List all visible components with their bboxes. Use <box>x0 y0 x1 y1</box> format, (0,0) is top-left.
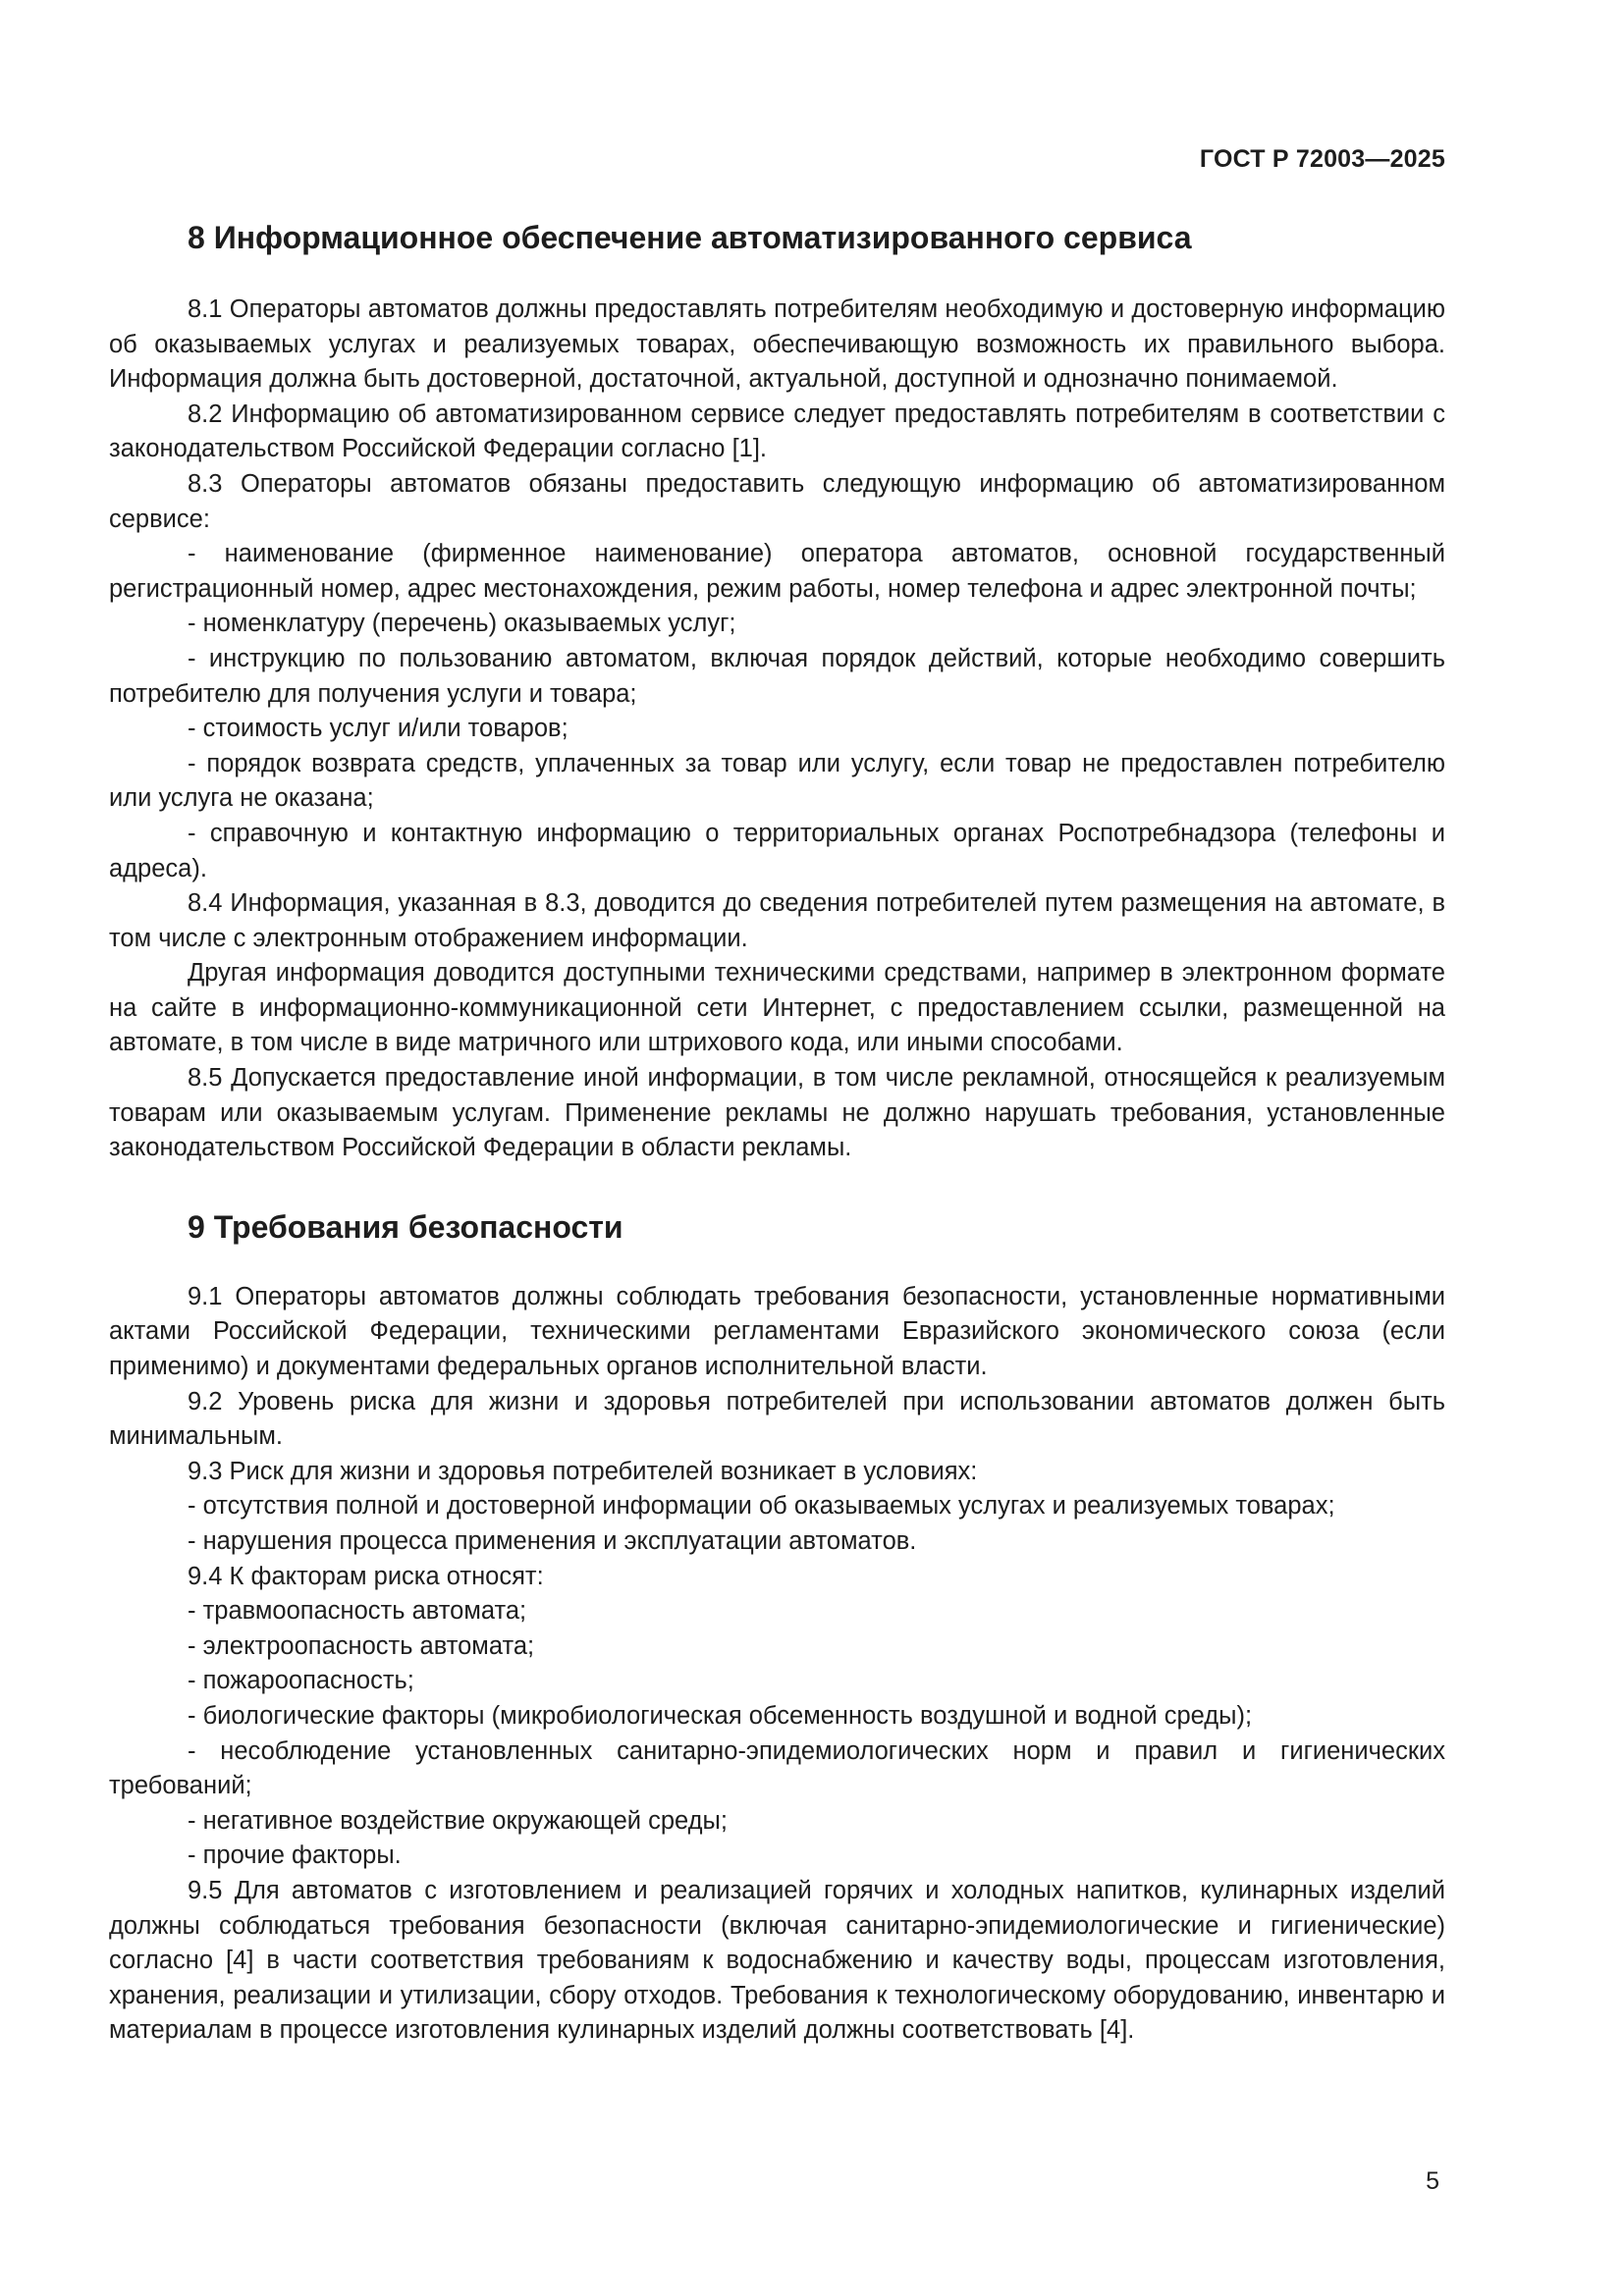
list-item: - порядок возврата средств, уплаченных за товар или услугу, если товар не предоставлен потребителю или услуга не оказана; <box>109 749 1445 813</box>
document-code: ГОСТ Р 72003—2025 <box>1199 145 1445 173</box>
paragraph: 9.5 Для автоматов с изготовлением и реализацией горячих и холодных напитков, кулинарных изделий должны соблюдаться требования безопасности (включая санитарно-эпидемиологические и гигиенические) согласно [4] в части соответствия требованиям к водоснабжению и качеству воды, процессам изготовления, хранения, реализации и утилизации, сбору отходов. Требования к технологическому оборудованию, инвентарю и материалам в процессе изготовления кулинарных изделий должны соответствовать [4]. <box>109 1876 1445 2045</box>
paragraph: Другая информация доводится доступными техническими средствами, например в электронном формате на сайте в информационно-коммуникационной сети Интернет, с предоставлением ссылки, размещенной на автомате, в том числе в виде матричного или штрихового кода, или иными способами. <box>109 959 1445 1057</box>
list-item: - пожароопасность; <box>188 1667 414 1695</box>
list-item: - нарушения процесса применения и эксплуатации автоматов. <box>188 1527 917 1555</box>
list-item: - биологические факторы (микробиологическая обсеменность воздушной и водной среды); <box>188 1701 1253 1730</box>
paragraph: 8.3 Операторы автоматов обязаны предоставить следующую информацию об автоматизированном сервисе: <box>109 469 1445 533</box>
page-number: 5 <box>1426 2167 1439 2195</box>
paragraph: 8.1 Операторы автоматов должны предоставлять потребителям необходимую и достоверную информацию об оказываемых услугах и реализуемых товарах, обеспечивающую возможность их правильного выбора. Информация должна быть достоверной, достаточной, актуальной, доступной и однозначно понимаемой. <box>109 295 1445 394</box>
list-item: - инструкцию по пользованию автоматом, включая порядок действий, которые необходимо совершить потребителю для получения услуги и товара; <box>109 644 1445 708</box>
list-item: - электроопасность автомата; <box>188 1631 535 1660</box>
list-item: - негативное воздействие окружающей среды; <box>188 1806 728 1835</box>
section-8-body <box>109 293 1445 1166</box>
page-content <box>109 218 1445 2049</box>
paragraph: 8.4 Информация, указанная в 8.3, доводится до сведения потребителей путем размещения на автомате, в том числе с электронным отображением информации. <box>109 889 1445 952</box>
paragraph: 9.1 Операторы автоматов должны соблюдать требования безопасности, установленные нормативными актами Российской Федерации, техническими регламентами Евразийского экономического союза (если применимо) и документами федеральных органов исполнительной власти. <box>109 1282 1445 1381</box>
paragraph: 9.2 Уровень риска для жизни и здоровья потребителей при использовании автоматов должен быть минимальным. <box>109 1387 1445 1451</box>
list-item: - номенклатуру (перечень) оказываемых услуг; <box>188 610 736 638</box>
list-item: - отсутствия полной и достоверной информации об оказываемых услугах и реализуемых товарах; <box>188 1492 1335 1521</box>
list-item: - травмоопасность автомата; <box>188 1597 527 1626</box>
list-item: - несоблюдение установленных санитарно-эпидемиологических норм и правил и гигиенических требований; <box>109 1736 1445 1800</box>
paragraph: 8.5 Допускается предоставление иной информации, в том числе рекламной, относящейся к реализуемым товарам или оказываемым услугам. Применение рекламы не должно нарушать требования, установленные законодательством Российской Федерации в области рекламы. <box>109 1064 1445 1162</box>
section-9-title: 9 Требования безопасности <box>188 1208 623 1245</box>
section-8-title: 8 Информационное обеспечение автоматизированного сервиса <box>188 220 1192 255</box>
section-9-body <box>109 1280 1445 2049</box>
list-item: - наименование (фирменное наименование) оператора автоматов, основной государственный регистрационный номер, адрес местонахождения, режим работы, номер телефона и адрес электронной почты; <box>109 540 1445 603</box>
paragraph: 8.2 Информацию об автоматизированном сервисе следует предоставлять потребителям в соответствии с законодательством Российской Федерации согласно [1]. <box>109 400 1445 463</box>
list-item: - прочие факторы. <box>188 1842 402 1870</box>
list-item: - стоимость услуг и/или товаров; <box>188 715 568 743</box>
paragraph: 9.4 К факторам риска относят: <box>188 1562 544 1590</box>
paragraph: 9.3 Риск для жизни и здоровья потребителей возникает в условиях: <box>188 1457 978 1485</box>
list-item: - справочную и контактную информацию о территориальных органах Роспотребнадзора (телефоны и адреса). <box>109 819 1445 882</box>
